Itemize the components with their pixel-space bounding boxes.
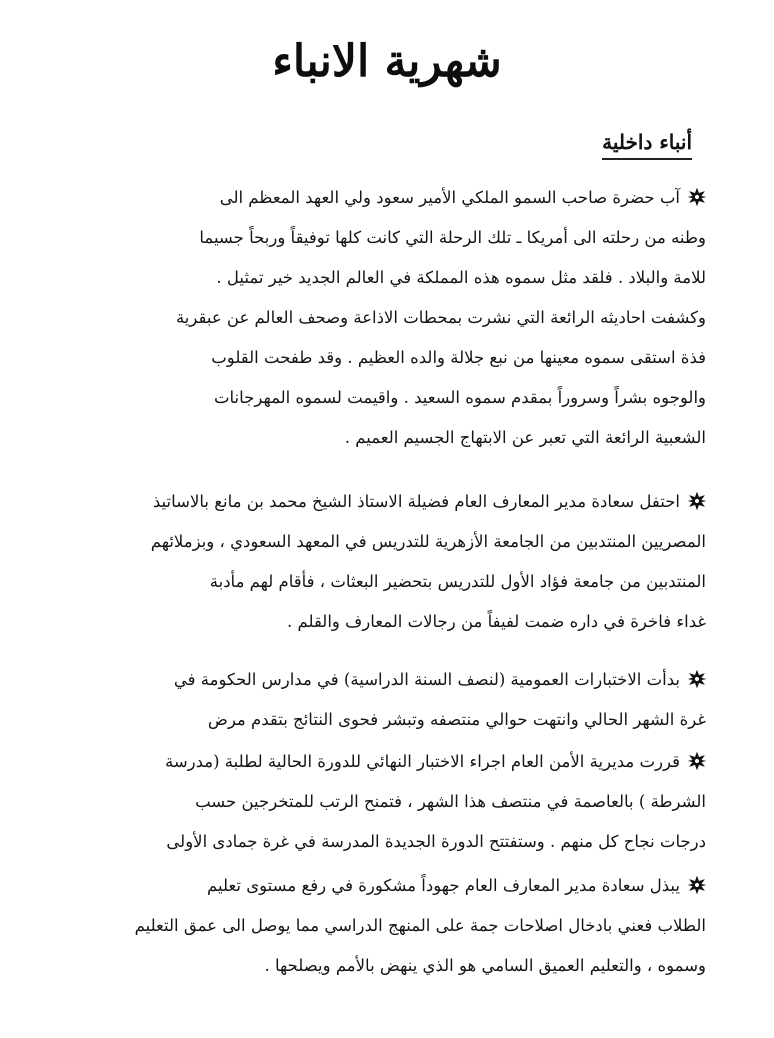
section-heading: أنباء داخلية — [602, 128, 692, 160]
news-item — [70, 866, 706, 986]
ornament-star-icon — [688, 188, 706, 206]
article-line — [70, 660, 706, 700]
ornament-star-icon — [688, 670, 706, 688]
article-line: فذة استقى سموه معينها من نبع جلالة والده العظيم . وقد طفحت القلوب — [211, 348, 706, 367]
article-line: والوجوه بشراً وسروراً بمقدم سموه السعيد . واقيمت لسموه المهرجانات — [213, 388, 706, 407]
article-line: وكشفت احاديثه الرائعة التي نشرت بمحطات الاذاعة وصحف العالم عن عبقرية — [175, 308, 706, 327]
article-line-text: بدأت الاختبارات العمومية (لنصف السنة الدراسية) في مدارس الحكومة في — [173, 670, 680, 689]
article-line: غرة الشهر الحالي وانتهت حوالي منتصفه وتبشر فحوى النتائج بتقدم مرض — [207, 710, 706, 729]
news-item — [70, 178, 706, 458]
article-line: الطلاب فعني بادخال اصلاحات جمة على المنهج الدراسي مما يوصل الى عمق التعليم — [134, 916, 706, 935]
article-line: للامة والبلاد . فلقد مثل سموه هذه المملكة في العالم الجديد خير تمثيل . — [216, 268, 706, 287]
article-line: المنتدبين من جامعة فؤاد الأول للتدريس بتحضير البعثات ، فأقام لهم مأدبة — [209, 572, 706, 591]
article-line-text: يبذل سعادة مدير المعارف العام جهوداً مشكورة في رفع مستوى تعليم — [207, 876, 680, 895]
article-line-text: قررت مديرية الأمن العام اجراء الاختبار النهائي للدورة الحالية لطلبة (مدرسة — [164, 752, 680, 771]
article-line — [70, 742, 706, 782]
page-title: شهرية الانباء — [272, 36, 502, 87]
article-line: الشعبية الرائعة التي تعبر عن الابتهاج الجسيم العميم . — [344, 428, 706, 447]
article-line-text: احتفل سعادة مدير المعارف العام فضيلة الاستاذ الشيخ محمد بن مانع بالاساتيذ — [152, 492, 680, 511]
ornament-star-icon — [688, 752, 706, 770]
article-line: درجات نجاح كل منهم . وستفتتح الدورة الجديدة المدرسة في غرة جمادى الأولى — [166, 832, 706, 851]
news-item — [70, 482, 706, 642]
article-line — [70, 866, 706, 906]
article-line: غداء فاخرة في داره ضمت لفيفاً من رجالات المعارف والقلم . — [287, 612, 706, 631]
article-line — [70, 482, 706, 522]
news-item — [70, 742, 706, 862]
article-line: وسموه ، والتعليم العميق السامي هو الذي ينهض بالأمم ويصلحها . — [264, 956, 706, 975]
article-line: الشرطة ) بالعاصمة في منتصف هذا الشهر ، فتمنح الرتب للمتخرجين حسب — [195, 792, 706, 811]
ornament-star-icon — [688, 876, 706, 894]
article-line — [70, 178, 706, 218]
article-line-text: آب حضرة صاحب السمو الملكي الأمير سعود ولي العهد المعظم الى — [219, 188, 680, 207]
article-line: وطنه من رحلته الى أمريكا ـ تلك الرحلة التي كانت كلها توفيقاً وربحاً جسيما — [199, 228, 706, 247]
ornament-star-icon — [688, 492, 706, 510]
article-line: المصريين المنتدبين من الجامعة الأزهرية للتدريس في المعهد السعودي ، وبزملائهم — [150, 532, 706, 551]
news-item — [70, 660, 706, 740]
